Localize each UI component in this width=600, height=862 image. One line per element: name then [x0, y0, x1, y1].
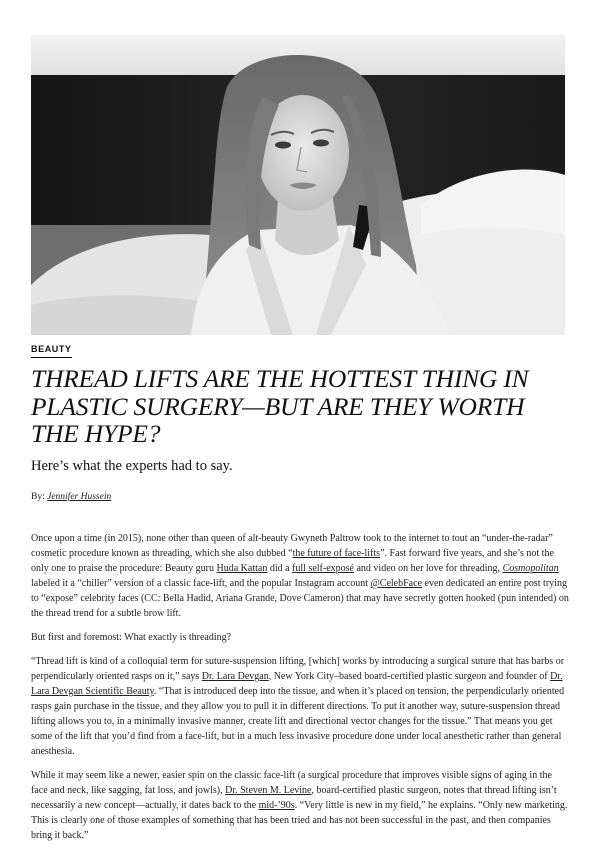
text: ”. Fast forward five years, and she’s not the only one to praise the procedure: Beauty guru	[31, 548, 554, 574]
text: even dedicated an entire post trying to “expose” celebrity faces (CC: Bella Hadid, Ariana Grande, Dove Cameron) that may have secretly gotten hooked (pun intended) on the thread trend for a subtle brow lift.	[31, 578, 569, 619]
link-dr-lara-devgan[interactable]: Dr. Lara Devgan	[201, 671, 269, 682]
article-headline: THREAD LIFTS ARE THE HOTTEST THING IN PLASTIC SURGERY—BUT ARE THEY WORTH THE HYPE?	[31, 364, 529, 448]
byline	[31, 492, 111, 502]
link-dr-steven-levine[interactable]: Dr. Steven M. Levine	[225, 785, 312, 796]
link-mid-90s[interactable]: mid-’90s	[258, 800, 295, 811]
category-link[interactable]: BEAUTY	[31, 344, 72, 358]
paragraph-3	[31, 654, 571, 759]
text: , New York City–based board-certified plastic surgeon and founder of	[268, 671, 551, 682]
text: But first and foremost: What exactly is threading?	[31, 632, 232, 643]
article-subhead: Here’s what the experts had to say.	[31, 458, 233, 474]
text: did a	[267, 563, 293, 574]
link-huda-kattan[interactable]: Huda Kattan	[216, 563, 268, 574]
text: . “That is introduced deep into the tissue, and when it’s placed on tension, the perpendicularly oriented rasps gain purchase in the tissue, and they allow you to pull it in different directions. To put it another way, suture-suspension thread lifting allows you to, in a minimally invasive manner, create lift and directional vector changes for the tissue.” That means you get some of the lift that you’d find from a face-lift, but in a much less invasive procedure done under local anesthetic rather than general anesthesia.	[31, 686, 565, 757]
paragraph-4	[31, 768, 571, 843]
text: While it may seem like a newer, easier spin on the classic face-lift (a surgical procedure that improves visible signs of aging in the face and neck, like sagging, fat loss, and jowls),	[31, 770, 552, 796]
link-devgan-scientific-beauty[interactable]: Dr. Lara Devgan Scientific Beauty	[31, 671, 563, 697]
paragraph-2	[31, 630, 571, 645]
text: labeled it a “chiller” version of a classic face-lift, and the popular Instagram account	[31, 578, 371, 589]
link-full-self-expose[interactable]: full self-exposé	[292, 563, 354, 574]
byline-prefix: By:	[31, 492, 48, 502]
text: , board-certified plastic surgeon, notes that thread lifting isn’t necessarily a new concept—actually, it dates back to the	[31, 785, 557, 811]
link-cosmopolitan[interactable]: Cosmopolitan	[502, 563, 559, 574]
link-future-of-face-lifts[interactable]: the future of face-lifts	[292, 548, 381, 559]
paragraph-1	[31, 531, 571, 621]
hero-image	[31, 35, 565, 335]
text: “Thread lift is kind of a colloquial term for suture-suspension lifting, [which] works by introducing a surgical suture that has barbs or perpendicularly oriented rasps on it,” says	[31, 656, 565, 682]
text: Once upon a time (in 2015), none other than queen of alt-beauty Gwyneth Paltrow took to the internet to tout an “under-the-radar” cosmetic procedure known as threading, which she also dubbed “	[31, 533, 553, 559]
text: . “Very little is new in my field,” he explains. “Only new marketing. This is clearly one of those examples of something that has been tried and has not been successful in the past, and then companies bring it back.”	[31, 800, 568, 841]
link-celebface[interactable]: @CelebFace	[370, 578, 422, 589]
text: and video on her love for threading,	[353, 563, 503, 574]
author-link[interactable]: Jennifer Hussein	[47, 492, 112, 502]
portrait-photo	[31, 35, 565, 335]
article-body	[31, 531, 571, 852]
